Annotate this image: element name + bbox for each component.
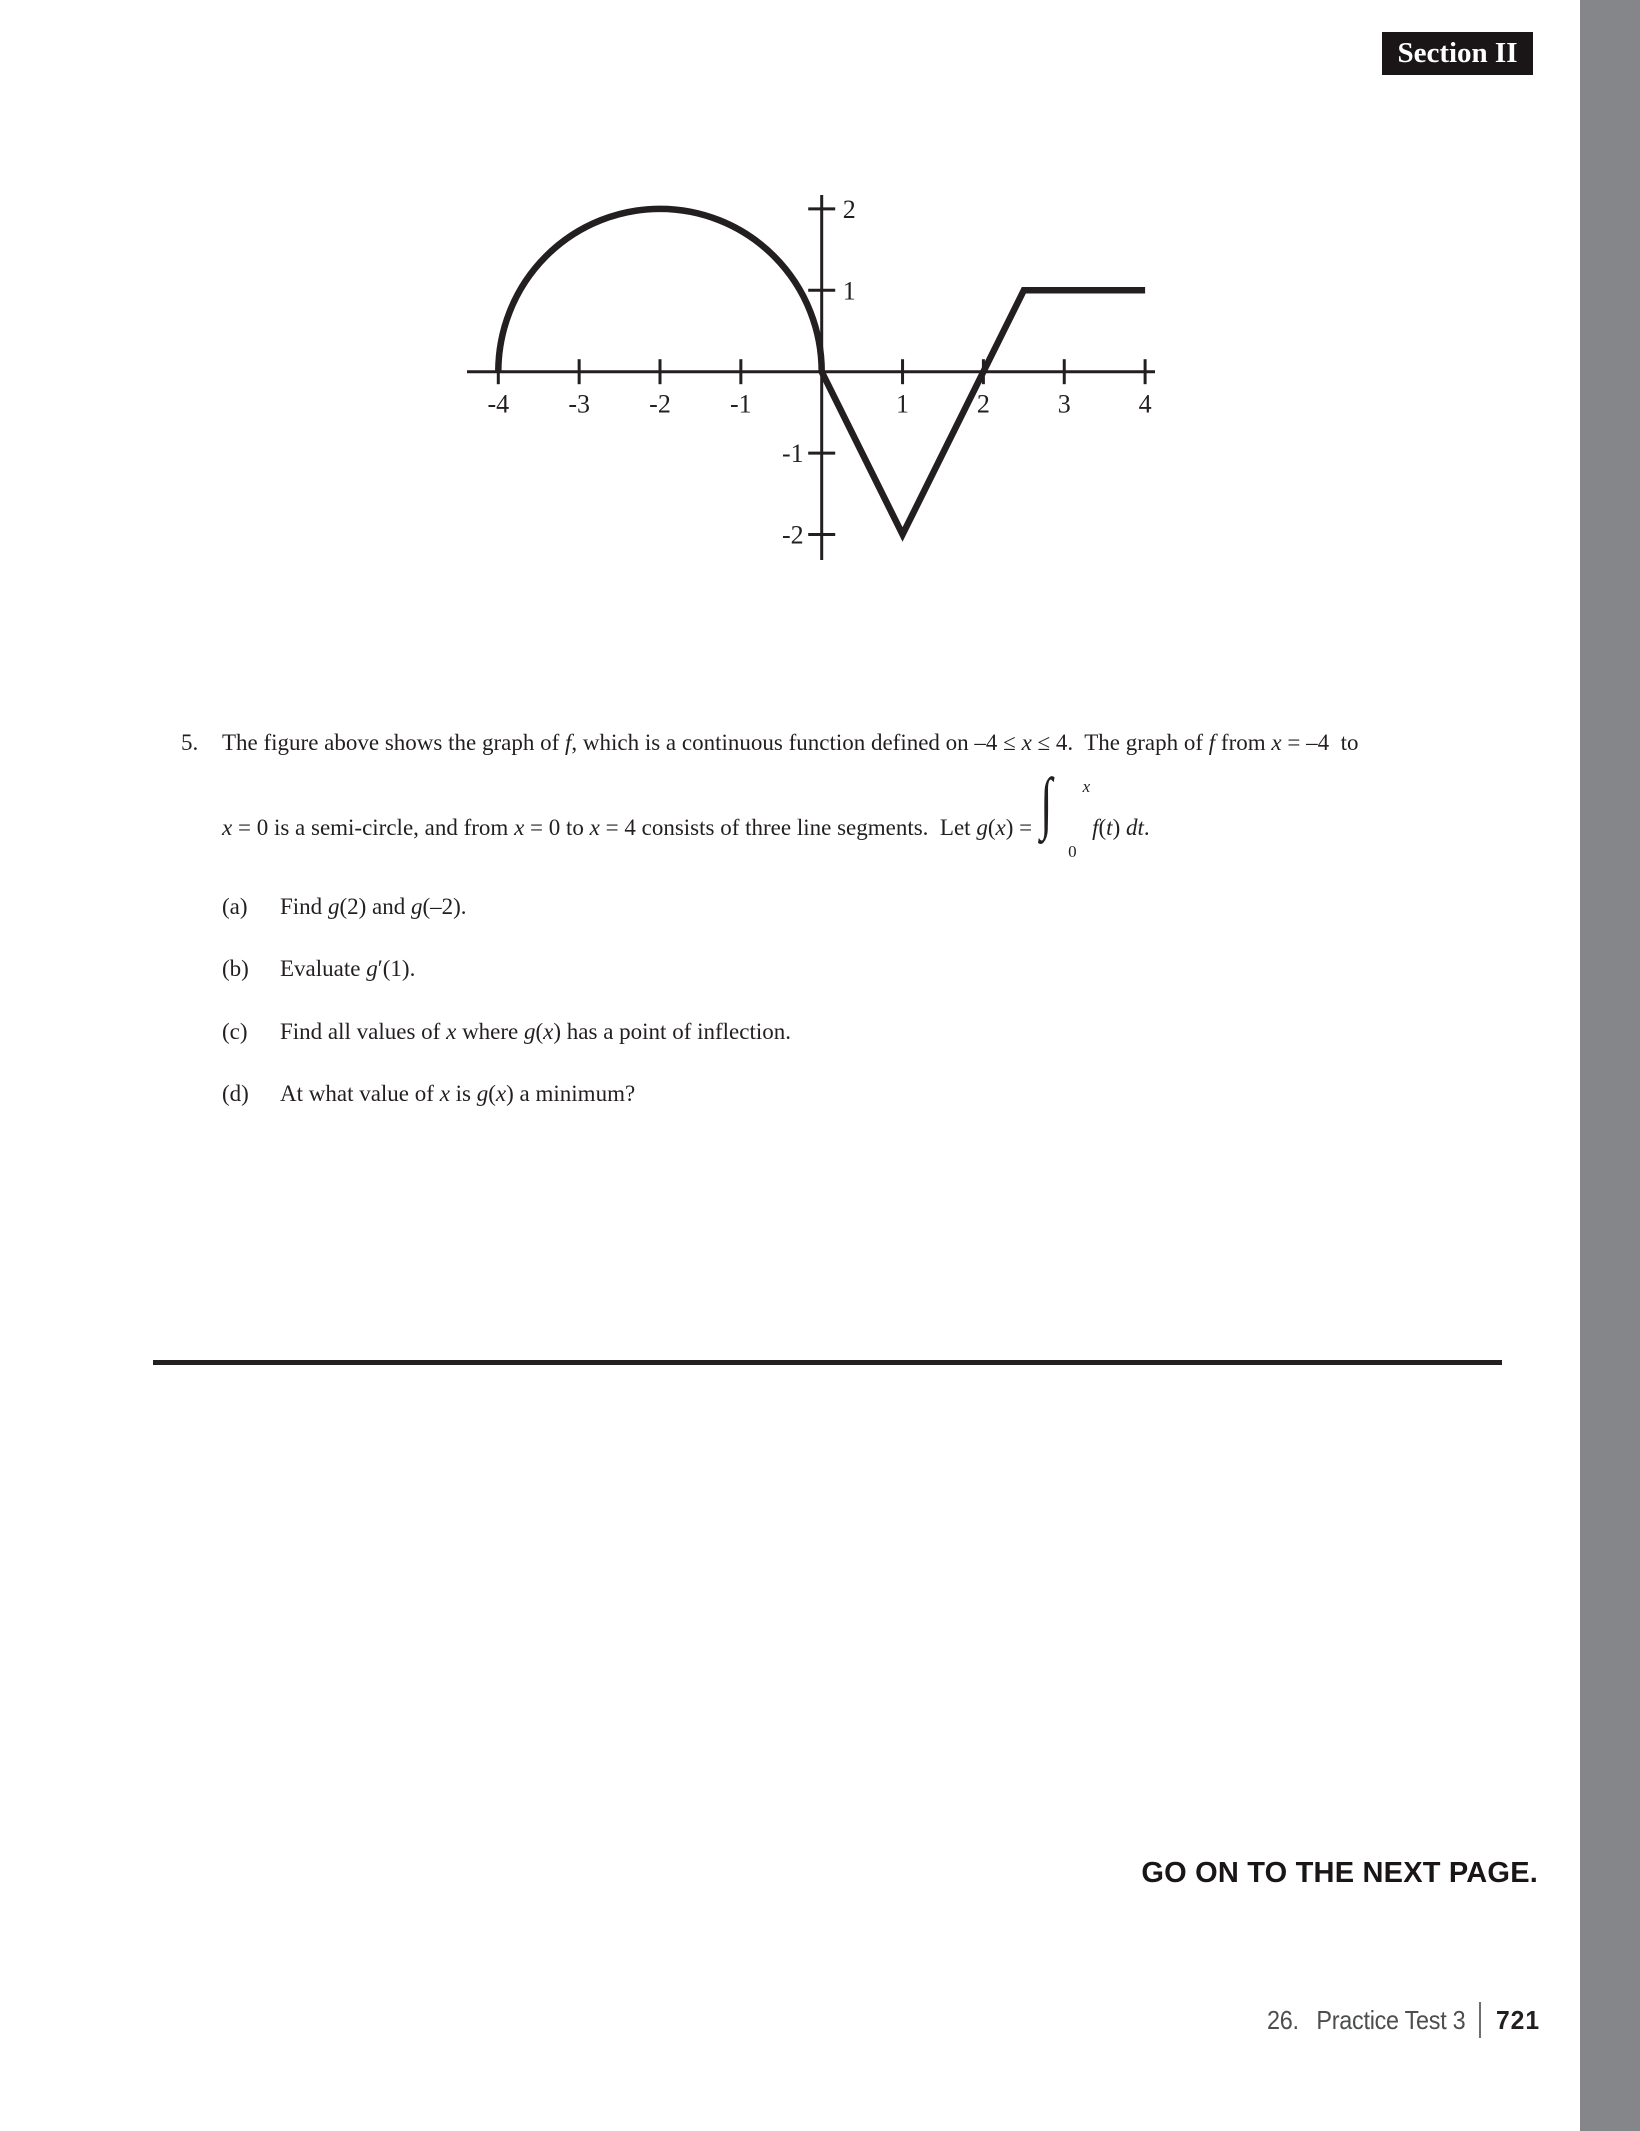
x-tick-label: -1 bbox=[730, 389, 752, 419]
integral-lower-limit: 0 bbox=[1068, 842, 1077, 861]
function-graph-plot bbox=[440, 170, 1200, 610]
y-tick-label: 2 bbox=[842, 194, 856, 224]
question-part-b bbox=[222, 957, 415, 980]
question-line2-post: f(t) dt. bbox=[1092, 815, 1150, 840]
question-line-1 bbox=[222, 731, 1358, 754]
part-c-label: (c) bbox=[222, 1019, 248, 1044]
question-number: 5. bbox=[181, 730, 199, 755]
section-badge bbox=[1382, 32, 1533, 75]
question-part-a bbox=[222, 895, 467, 918]
integral-upper-limit: x bbox=[1082, 777, 1091, 796]
y-tick-label: 1 bbox=[842, 276, 856, 306]
figure-graph bbox=[440, 170, 1200, 610]
x-tick-label: -3 bbox=[568, 389, 590, 419]
footer-separator bbox=[1479, 2002, 1481, 2038]
page-edge-bar bbox=[1580, 0, 1640, 2131]
x-tick-label: 4 bbox=[1138, 389, 1152, 419]
question-part-d bbox=[222, 1082, 635, 1105]
y-tick-label: -1 bbox=[782, 439, 804, 469]
question-part-c bbox=[222, 1020, 791, 1043]
question-line1-text: The figure above shows the graph of f, which is a continuous function defined on –4 ≤ x ≤ 4. The graph of f from x = –4 to bbox=[222, 730, 1359, 755]
question-line-2 bbox=[222, 764, 1150, 861]
x-tick-label: 3 bbox=[1057, 389, 1071, 419]
y-tick-label: -2 bbox=[782, 520, 804, 550]
divider-rule bbox=[153, 1360, 1502, 1365]
integral-symbol bbox=[1038, 764, 1091, 861]
part-b-text: Evaluate g′(1). bbox=[280, 956, 416, 981]
page-footer bbox=[1245, 1998, 1542, 2042]
x-tick-label: 2 bbox=[976, 389, 990, 419]
part-c-text: Find all values of x where g(x) has a point of inflection. bbox=[280, 1019, 791, 1044]
part-d-label: (d) bbox=[222, 1081, 249, 1106]
part-a-text: Find g(2) and g(–2). bbox=[280, 894, 467, 919]
part-a-label: (a) bbox=[222, 894, 248, 919]
x-tick-label: -2 bbox=[649, 389, 671, 419]
x-tick-label: 1 bbox=[896, 389, 910, 419]
page-number: 721 bbox=[1495, 2004, 1540, 2035]
chapter-label: 26. Practice Test 3 bbox=[1267, 2004, 1466, 2035]
part-d-text: At what value of x is g(x) a minimum? bbox=[280, 1081, 636, 1106]
go-on-text: GO ON TO THE NEXT PAGE. bbox=[1141, 1857, 1538, 1889]
x-tick-label: -4 bbox=[487, 389, 510, 419]
integral-sign-icon: ∫ bbox=[1040, 764, 1053, 841]
part-b-label: (b) bbox=[222, 956, 249, 981]
question-line2-pre: x = 0 is a semi-circle, and from x = 0 to x = 4 consists of three line segments. Let g(x) = bbox=[222, 815, 1033, 840]
section-badge-label: Section II bbox=[1397, 37, 1518, 69]
